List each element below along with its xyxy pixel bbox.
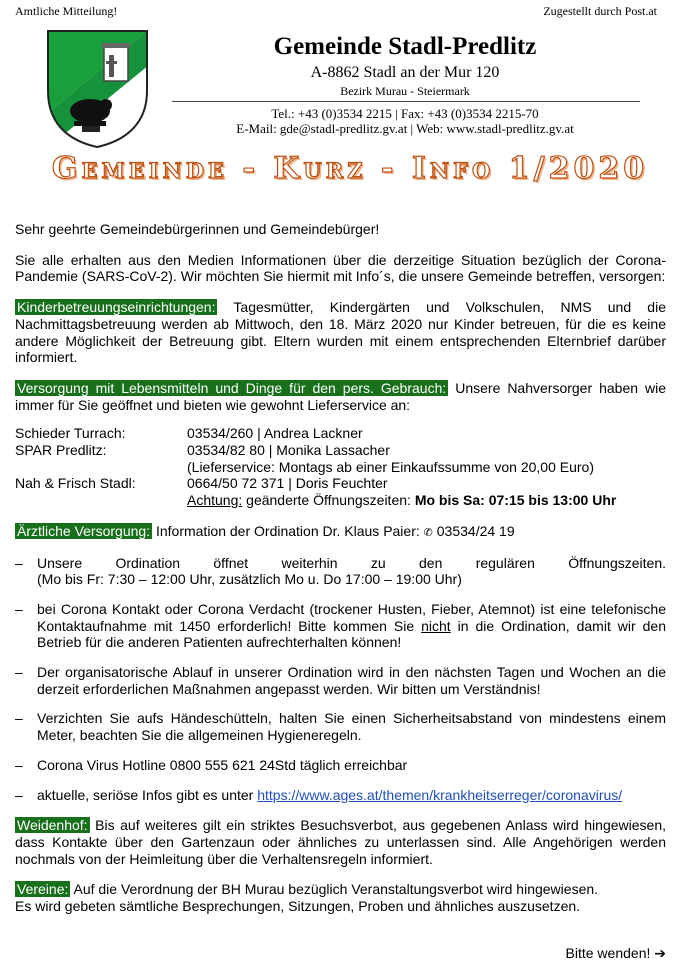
- intro-paragraph: Sie alle erhalten aus den Medien Informationen über die derzeitige Situation bezüglich der Corona-Pandemie (SARS-CoV-2). Wir möchten Sie hiermit mit Info´s, die unsere Gemeinde betreffen, versorgen:: [15, 251, 666, 285]
- clubs-text-2: Es wird gebeten sämtliche Besprechungen, Sitzungen, Proben und ähnliches auszusetzen.: [15, 898, 581, 915]
- coat-of-arms: [46, 29, 149, 149]
- opening-hours-statement: – Unsere Ordination öffnet weiterhin zu den regulären Öffnungszeiten.: [37, 554, 666, 571]
- municipality-name: Gemeinde Stadl-Predlitz: [273, 33, 537, 60]
- childcare-label: Kinderbetreuungseinrichtungen:: [17, 299, 216, 316]
- shop-name: SPAR Predlitz:: [15, 442, 107, 459]
- nursing-home-section: [15, 817, 666, 867]
- delivery-notice: Zugestellt durch Post.at: [543, 4, 657, 18]
- opening-hours: Mo bis Sa: 07:15 bis 13:00 Uhr: [414, 492, 617, 509]
- clubs-label: Vereine:: [17, 881, 69, 898]
- childcare-text: Tagesmütter, Kindergärten und Volkschulen, NMS und die Nachmittagsbetreuung werden ab Mittwoch, den 18. März 2020 nur Kinder betreuen, für die es keine andere Möglichkeit der Betreuung gibt. Eltern wurden mit einem entsprechenden Elternbrief darüber informiert.: [15, 299, 666, 366]
- childcare-section: [15, 299, 666, 366]
- practice-hours: (Mo bis Fr: 7:30 – 12:00 Uhr, zusätzlich Mo u. Do 17:00 – 19:00 Uhr): [37, 571, 462, 588]
- contact-email-web: E-Mail: gde@stadl-predlitz.gv.at | Web: www.stadl-predlitz.gv.at: [236, 121, 574, 136]
- medical-phone: 03534/24 19: [432, 522, 515, 539]
- medical-text: Information der Ordination Dr. Klaus Paier:: [152, 522, 424, 539]
- ages-info-link[interactable]: https://www.ages.at/themen/krankheitserreger/coronavirus/: [257, 786, 623, 803]
- list-item: – Der organisatorische Ablauf in unserer Ordination wird in den nächsten Tagen und Wochen an die derzeit erforderlichen Maßnahmen angepasst werden. Wir bitten um Verständnis!: [15, 664, 666, 697]
- shop-name: Nah & Frisch Stadl:: [15, 475, 136, 492]
- turn-page-note: Bitte wenden! ➔: [565, 945, 666, 961]
- list-item: – Corona Virus Hotline 0800 555 621 24Std täglich erreichbar: [15, 757, 666, 774]
- contact-phone-fax: Tel.: +43 (0)3534 2215 | Fax: +43 (0)3534 2215-70: [271, 106, 539, 121]
- shop-contact: 03534/260 | Andrea Lackner: [187, 425, 363, 442]
- municipality-district: Bezirk Murau - Steiermark: [340, 84, 470, 98]
- supply-label: Versorgung mit Lebensmitteln und Dinge für den pers. Gebrauch:: [17, 379, 447, 396]
- shop-row: [15, 475, 666, 492]
- clubs-section: [15, 881, 666, 914]
- municipality-address: A-8862 Stadl an der Mur 120: [310, 64, 500, 81]
- shop-contact: 03534/82 80 | Monika Lassacher: [187, 442, 390, 459]
- greeting: Sehr geehrte Gemeindebürgerinnen und Gemeindebürger!: [15, 221, 380, 237]
- official-notice: Amtliche Mitteilung!: [15, 4, 118, 18]
- letter-body: [15, 221, 666, 915]
- supply-section: [15, 380, 666, 413]
- list-item: [15, 555, 666, 588]
- clubs-text: Auf die Verordnung der BH Murau bezüglich Veranstaltungsverbot wird hingewiesen.: [70, 881, 599, 898]
- shop-contact: 0664/50 72 371 | Doris Feuchter: [187, 475, 388, 492]
- shop-list: [15, 425, 666, 509]
- opening-hours-notice: [187, 492, 666, 509]
- shop-contact: (Lieferservice: Montags ab einer Einkaufssumme von 20,00 Euro): [187, 458, 594, 475]
- medical-label: Ärztliche Versorgung:: [17, 522, 151, 539]
- shop-name: Schieder Turrach:: [15, 425, 126, 442]
- shop-row: [15, 425, 666, 442]
- opening-hours-row: [15, 492, 666, 509]
- shop-row: [15, 442, 666, 459]
- attention-text: geänderte Öffnungszeiten:: [242, 492, 415, 509]
- phone-icon: ✆: [423, 526, 433, 539]
- supply-text: Unsere Nahversorger haben wie immer für Sie geöffnet und bieten wie gewohnt Lieferservice an:: [15, 379, 666, 413]
- shop-row: [15, 459, 666, 476]
- shop-name: [15, 459, 187, 476]
- list-item: – Verzichten Sie aufs Händeschütteln, halten Sie einen Sicherheitsabstand von mindestens einem Meter, beachten Sie die allgemeinen Hygieneregeln.: [15, 710, 666, 743]
- not-emphasis: nicht: [421, 617, 451, 634]
- attention-label: Achtung:: [187, 492, 243, 509]
- nursing-home-text: Bis auf weiteres gilt ein striktes Besuchsverbot, aus gegebenen Anlass wird hingewiesen, dass Kontakte über den Gartenzaun oder ähnliches zu unterlassen sind. Alle Angehörigen werden nochmals von der Heimleitung über die Verhaltensregeln informiert.: [15, 817, 666, 867]
- nursing-home-label: Weidenhof:: [17, 817, 88, 834]
- header-divider: [172, 101, 640, 102]
- banner-title: Gemeinde - Kurz - Info 1/2020: [51, 151, 649, 186]
- medical-section: [15, 523, 666, 542]
- list-item: – bei Corona Kontakt oder Corona Verdacht (trockener Husten, Fieber, Atemnot) ist eine telefonische Kontaktaufnahme mit 1450 erforderlich! Bitte kommen Sie nicht in die Ordination, damit wir den Betrieb für die anderen Patienten aufrechterhalten können!: [15, 601, 666, 651]
- medical-info-list: [15, 555, 666, 804]
- list-item: – aktuelle, seriöse Infos gibt es unter https://www.ages.at/themen/krankheitserreger/coronavirus/: [15, 787, 666, 804]
